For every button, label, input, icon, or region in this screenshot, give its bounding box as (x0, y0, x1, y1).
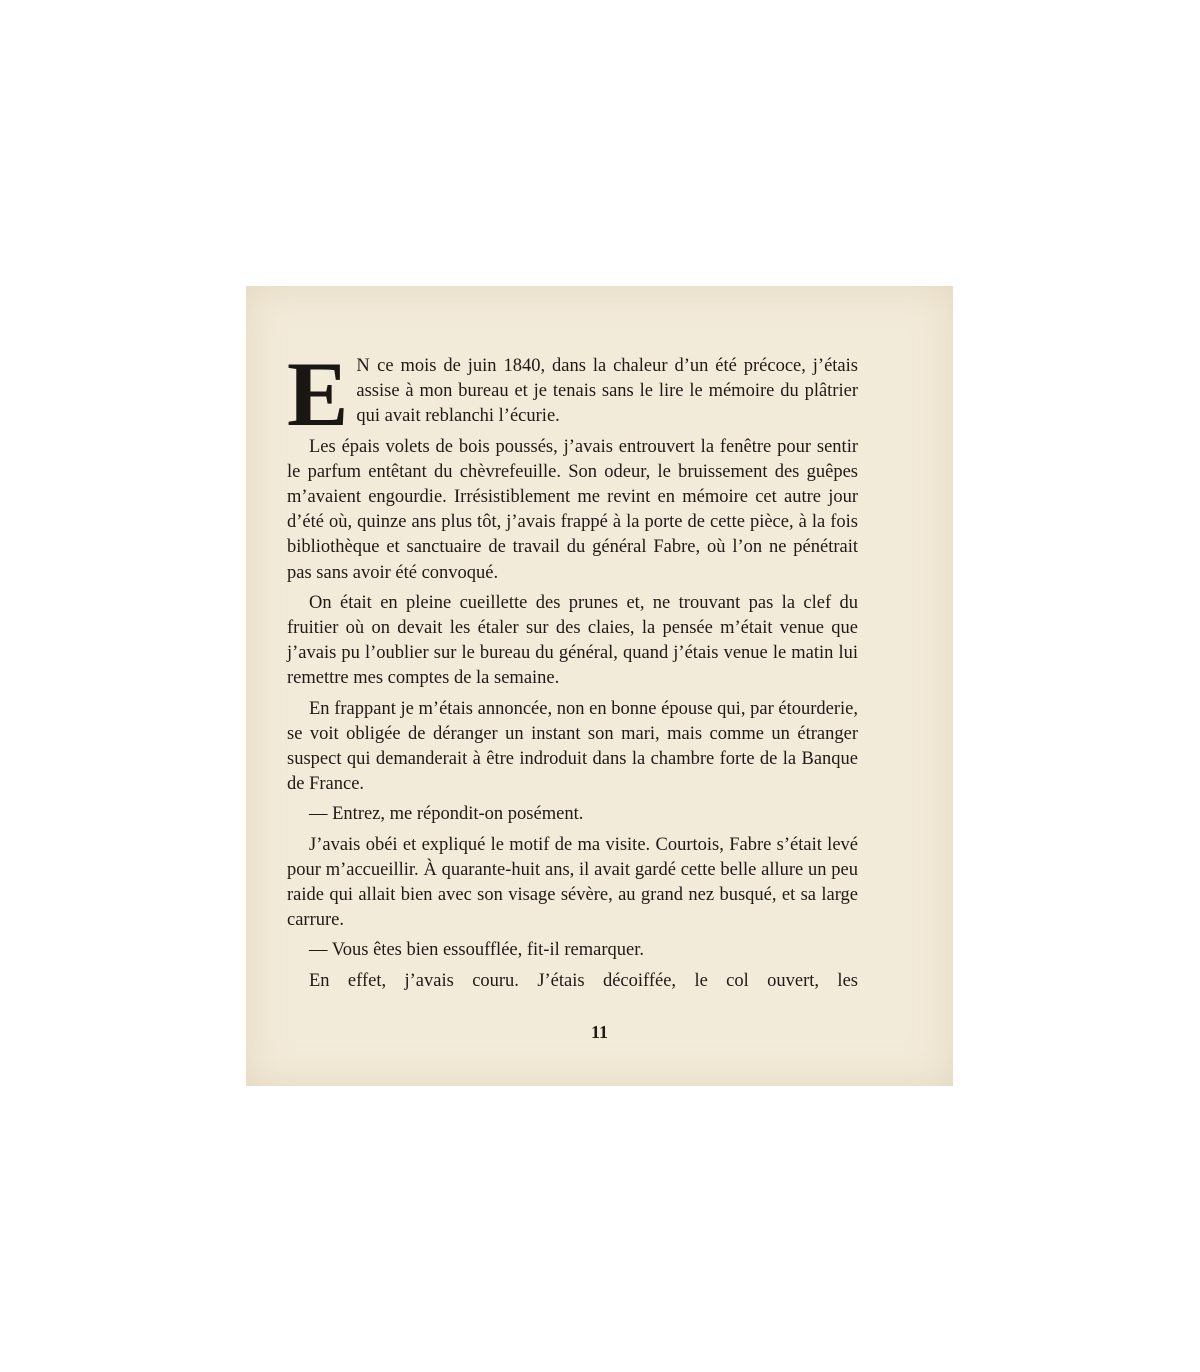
page-number: 11 (590, 1022, 608, 1042)
paragraph-1 (287, 343, 858, 445)
paragraph-1-text: ce mois de juin 1840, dans la chaleur d’un été précoce, j’étais assise à mon bureau et je tenais sans le lire le mémoire du plâtrier qui avait reblanchi l’écurie. (356, 356, 858, 427)
paragraph-3: On était en pleine cueillette des prunes et, ne trouvant pas la clef du fruitier où on devait les étaler sur des claies, la pensée m’était venue que j’avais pu l’oublier sur le bureau du général, quand j’étais venue le matin lui remettre mes comptes de la semaine. (287, 592, 858, 689)
paragraph-4: En frappant je m’étais annoncée, non en bonne épouse qui, par étourderie, se voit obligée de déranger un instant son mari, mais comme un étranger suspect qui demanderait à être indroduit dans la chambre forte de la Banque de France. (287, 698, 858, 795)
paragraph-6: J’avais obéi et expliqué le motif de ma visite. Courtois, Fabre s’était levé pour m’accueillir. À quarante-huit ans, il avait gardé cette belle allure un peu raide qui allait bien avec son visage sévère, au grand nez busqué, et sa large carrure. (287, 834, 858, 931)
first-word-rest: N (356, 356, 371, 376)
book-page (246, 286, 953, 1086)
paragraph-7: — Vous êtes bien essoufflée, fit-il remarquer. (309, 940, 644, 961)
body-text (287, 343, 858, 999)
paragraph-5: — Entrez, me répondit-on posément. (309, 804, 584, 825)
paragraph-2: Les épais volets de bois poussés, j’avais entrouvert la fenêtre pour sentir le parfum entêtant du chèvrefeuille. Son odeur, le bruissement des guêpes m’avaient engourdie. Irrésistiblement me revint en mémoire cet autre jour d’été où, quinze ans plus tôt, j’avais frappé à la porte de cette pièce, à la fois bibliothèque et sanctuaire de travail du général Fabre, où l’on ne pénétrait pas sans avoir été convoqué. (287, 436, 858, 583)
drop-cap: E (287, 343, 349, 445)
paragraph-8: En effet, j’avais couru. J’étais décoiffée, le col ouvert, les (309, 970, 858, 991)
